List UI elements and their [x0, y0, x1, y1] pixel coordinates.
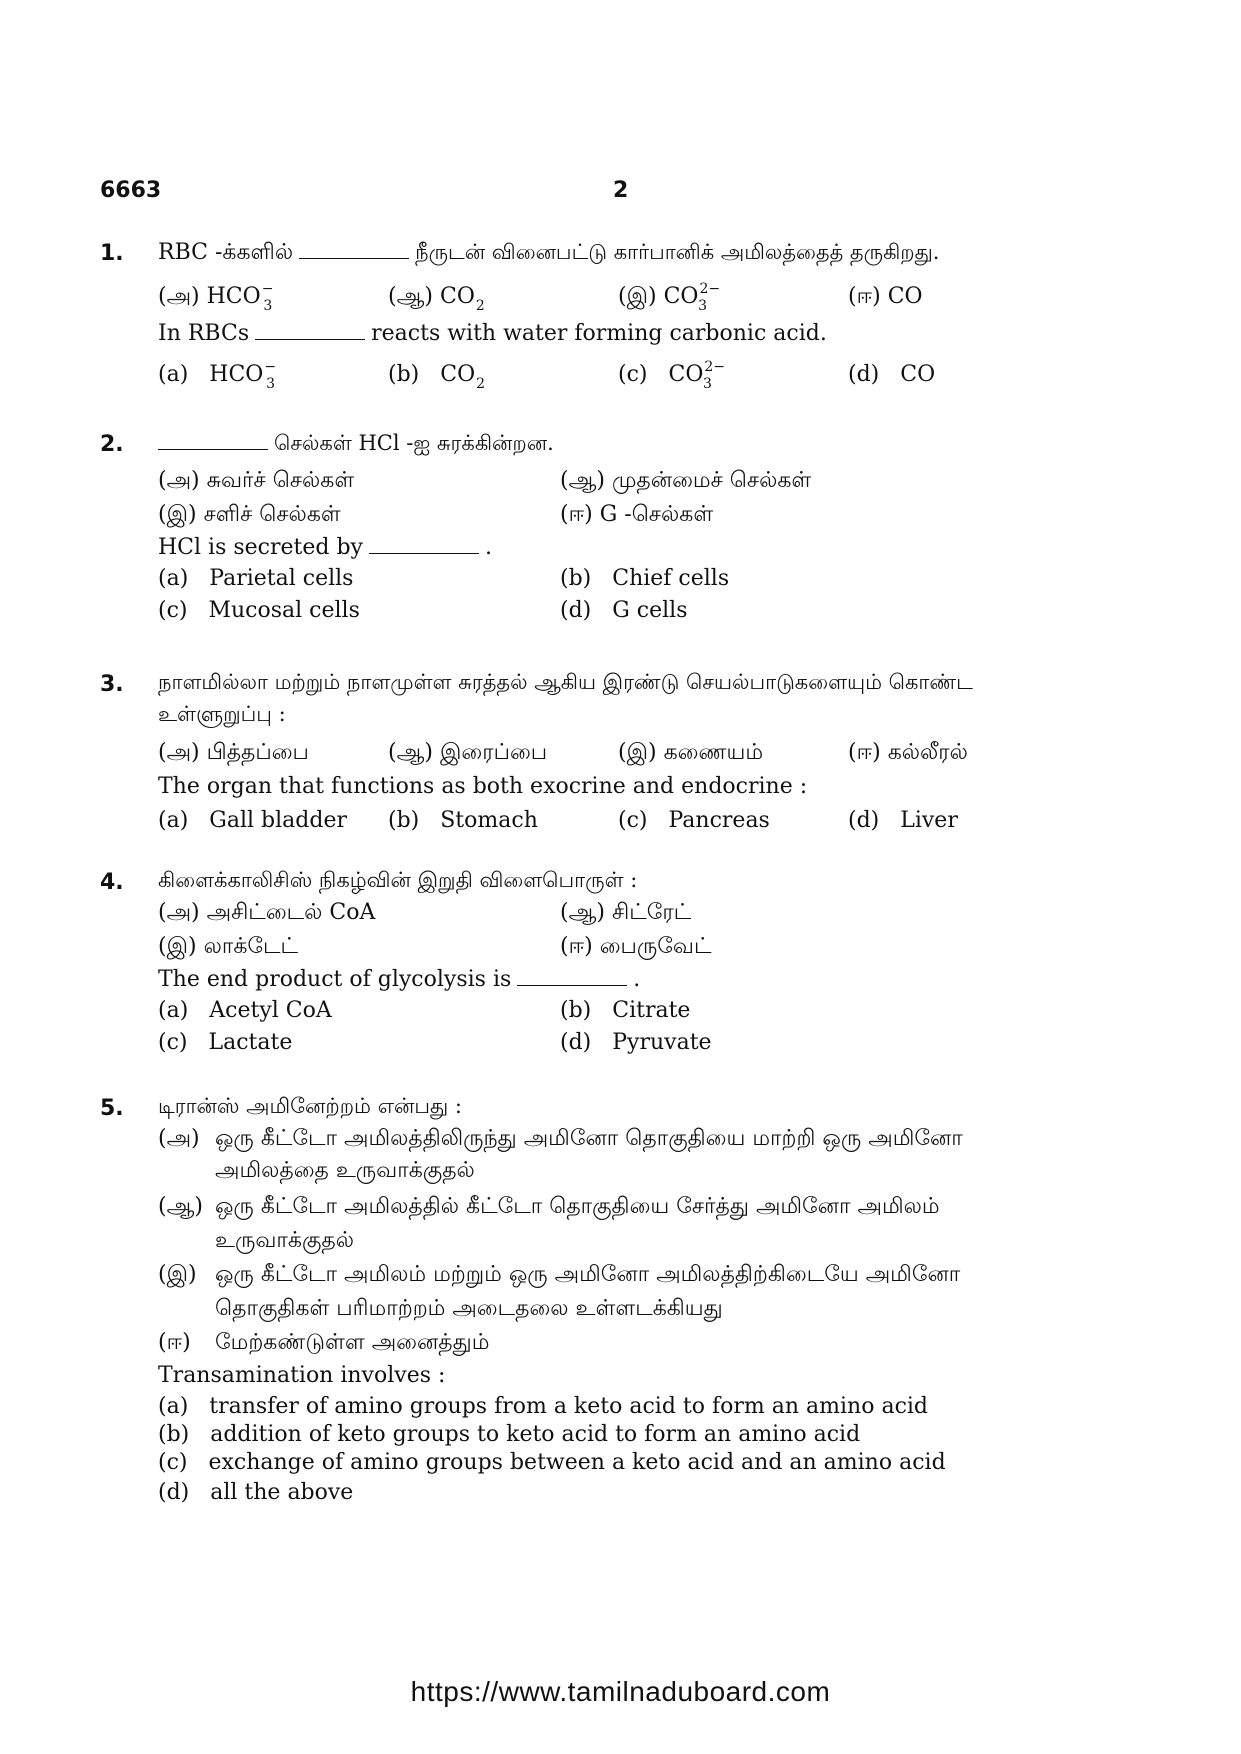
answer-blank: [517, 967, 627, 986]
option-label: (c): [618, 808, 648, 833]
option-label: (அ): [158, 468, 200, 493]
option-label: (அ): [158, 900, 200, 925]
option-text: Liver: [900, 808, 958, 833]
option-text: all the above: [210, 1480, 354, 1505]
formula-sub: 3: [266, 376, 275, 392]
option-text: Stomach: [440, 808, 538, 833]
option-text: முதன்மைச் செல்கள்: [612, 468, 812, 493]
option-tamil: [158, 281, 274, 314]
option-label: (a): [158, 808, 189, 833]
option-text: Parietal cells: [209, 566, 354, 591]
formula-base: CO: [900, 362, 936, 387]
option-label: (ஈ): [560, 934, 593, 959]
option-tamil-label: (அ): [158, 1126, 200, 1151]
question-text-tamil: [158, 429, 554, 458]
option-tamil-label: (இ): [158, 1262, 197, 1287]
answer-blank: [255, 321, 365, 340]
option-english: [388, 362, 486, 392]
option-label: (c): [158, 1030, 188, 1055]
option-label: (d): [560, 598, 592, 623]
text-part: செல்கள் HCl -ஐ சுரக்கின்றன.: [274, 431, 554, 455]
option-english: [158, 1480, 353, 1505]
option-label: (இ): [158, 934, 197, 959]
formula-base: CO: [887, 284, 923, 309]
option-label: (d): [158, 1480, 190, 1505]
option-text: பித்தப்பை: [206, 740, 309, 765]
option-english: [158, 1394, 928, 1419]
question-text-english: The organ that functions as both exocrine and endocrine :: [158, 774, 808, 799]
option-label: (a): [158, 566, 189, 591]
option-label: (இ): [618, 284, 657, 309]
formula-sub: 2: [475, 298, 485, 314]
option-english: [560, 598, 688, 623]
chem-formula: [206, 281, 274, 314]
option-english: [560, 998, 690, 1023]
option-label: (c): [158, 598, 188, 623]
option-text: Pancreas: [668, 808, 770, 833]
option-english: [158, 359, 277, 392]
option-text: சுவர்ச் செல்கள்: [206, 468, 355, 493]
option-text: exchange of amino groups between a keto acid and an amino acid: [208, 1450, 946, 1475]
option-text: கல்லீரல்: [887, 740, 968, 765]
formula-sup: −: [264, 359, 277, 375]
option-tamil-line: ஒரு கீட்டோ அமிலத்தில் கீட்டோ தொகுதியை சேர்த்து அமினோ அமிலம்: [215, 1194, 940, 1219]
option-tamil: [158, 468, 354, 496]
option-tamil: [158, 502, 341, 530]
question-text-tamil-cont: உள்ளுறுப்பு :: [158, 702, 286, 726]
question-text-english: [158, 966, 640, 994]
option-label: (a): [158, 998, 189, 1023]
option-text: Citrate: [612, 998, 691, 1023]
option-label: (ஈ): [848, 740, 881, 765]
option-label: (ஆ): [560, 900, 605, 925]
option-tamil: [618, 281, 721, 314]
text-part: .: [633, 967, 641, 992]
option-label: (b): [560, 998, 592, 1023]
formula-sup: −: [261, 281, 274, 297]
option-english: [158, 1422, 860, 1447]
question-number: 4.: [100, 870, 124, 895]
option-label: (இ): [158, 502, 197, 527]
option-english: [388, 808, 538, 833]
chem-formula: [663, 281, 721, 314]
question-number: 3.: [100, 672, 124, 697]
option-english: [618, 808, 770, 833]
option-text: கணையம்: [663, 740, 764, 765]
option-english: [158, 998, 332, 1023]
option-tamil: [560, 502, 713, 530]
option-tamil: [158, 934, 298, 962]
option-english: [158, 1030, 292, 1055]
option-label: (c): [618, 362, 648, 387]
option-label: (இ): [618, 740, 657, 765]
answer-blank: [158, 431, 268, 450]
option-text: transfer of amino groups from a keto acid to form an amino acid: [209, 1394, 929, 1419]
option-tamil-line: மேற்கண்டுள்ள அனைத்தும்: [215, 1330, 490, 1355]
option-english: [560, 1030, 712, 1055]
answer-blank: [369, 535, 479, 554]
question-text-tamil: நாளமில்லா மற்றும் நாளமுள்ள சுரத்தல் ஆகிய இரண்டு செயல்பாடுகளையும் கொண்ட: [158, 670, 973, 694]
option-english: [848, 362, 935, 387]
option-text: addition of keto groups to keto acid to form an amino acid: [210, 1422, 861, 1447]
chem-formula: [440, 284, 485, 314]
option-tamil-line: ஒரு கீட்டோ அமிலத்திலிருந்து அமினோ தொகுதியை மாற்றி ஒரு அமினோ: [215, 1126, 963, 1151]
option-label: (அ): [158, 284, 200, 309]
formula-sub: 3: [703, 376, 712, 392]
chem-formula: [668, 359, 725, 392]
option-tamil: [618, 740, 763, 768]
option-text: Mucosal cells: [208, 598, 360, 623]
option-label: (d): [848, 362, 880, 387]
option-tamil: [560, 468, 811, 496]
question-text-english: [158, 320, 827, 348]
option-text: G cells: [612, 598, 688, 623]
option-tamil: [560, 934, 711, 962]
option-english: [158, 808, 347, 833]
paper-code: 6663: [100, 178, 162, 203]
text-part: reacts with water forming carbonic acid.: [371, 321, 827, 346]
option-text: சிட்ரேட்: [612, 900, 692, 925]
option-tamil-line: ஒரு கீட்டோ அமிலம் மற்றும் ஒரு அமினோ அமிலத்திற்கிடையே அமினோ: [215, 1262, 961, 1287]
option-text: Pyruvate: [612, 1030, 712, 1055]
formula-base: CO: [663, 284, 699, 309]
option-text: Lactate: [208, 1030, 293, 1055]
text-part: The end product of glycolysis is: [158, 967, 512, 992]
option-tamil: [158, 900, 375, 928]
question-number: 2.: [100, 432, 124, 457]
text-part: In RBCs: [158, 321, 250, 346]
chem-formula: [440, 362, 486, 392]
option-english: [618, 359, 725, 392]
option-text: Chief cells: [612, 566, 730, 591]
option-tamil-line: உருவாக்குதல்: [215, 1228, 354, 1253]
question-text-tamil: [158, 238, 939, 267]
option-label: (c): [158, 1450, 188, 1475]
option-english: [158, 1450, 946, 1475]
text-part: HCl is secreted by: [158, 535, 363, 560]
option-text: Gall bladder: [209, 808, 347, 833]
question-text-english: Transamination involves :: [158, 1363, 446, 1388]
option-label: (b): [560, 566, 592, 591]
option-tamil-line: தொகுதிகள் பரிமாற்றம் அடைதலை உள்ளடக்கியது: [215, 1296, 723, 1321]
option-text: பைருவேட்: [599, 934, 712, 959]
question-text-tamil: கிளைக்காலிசிஸ் நிகழ்வின் இறுதி விளைபொருள் :: [158, 868, 638, 892]
option-label: (a): [158, 362, 189, 387]
option-label: (ஆ): [560, 468, 605, 493]
option-tamil-line: அமிலத்தை உருவாக்குதல்: [215, 1158, 475, 1183]
option-tamil-label: (ஈ): [158, 1330, 191, 1355]
question-text-tamil: டிரான்ஸ் அமினேற்றம் என்பது :: [158, 1094, 462, 1118]
option-tamil: [158, 740, 309, 768]
formula-sup: 2−: [704, 359, 725, 375]
option-text: சளிச் செல்கள்: [203, 502, 341, 527]
option-text: அசிட்டைல் CoA: [206, 900, 376, 925]
option-tamil-label: (ஆ): [158, 1194, 203, 1219]
formula-base: CO: [668, 362, 704, 387]
option-label: (ஈ): [560, 502, 593, 527]
page-number: 2: [613, 178, 629, 203]
text-part: .: [484, 535, 492, 560]
formula-sub: 2: [476, 376, 486, 392]
option-tamil: [848, 284, 923, 312]
option-english: [158, 598, 360, 623]
formula-sub: 3: [263, 298, 273, 314]
option-label: (b): [388, 362, 420, 387]
option-label: (ஆ): [388, 284, 433, 309]
option-tamil: [560, 900, 691, 928]
text-part: RBC -க்களில்: [158, 240, 294, 265]
question-text-english: [158, 534, 492, 562]
question-number: 1.: [100, 241, 124, 266]
option-label: (அ): [158, 740, 200, 765]
option-label: (ஈ): [848, 284, 881, 309]
formula-sup: 2−: [699, 281, 721, 297]
option-english: [158, 566, 353, 591]
formula-base: CO: [440, 362, 476, 387]
footer-url[interactable]: https://www.tamilnaduboard.com: [410, 1676, 831, 1707]
option-label: (ஆ): [388, 740, 433, 765]
option-tamil: [388, 740, 547, 768]
formula-base: HCO: [206, 284, 261, 309]
text-part: நீருடன் வினைபட்டு கார்பானிக் அமிலத்தைத் தருகிறது.: [415, 240, 940, 264]
option-tamil: [388, 284, 485, 312]
option-label: (a): [158, 1394, 189, 1419]
option-text: Acetyl CoA: [209, 998, 332, 1023]
option-english: [560, 566, 729, 591]
answer-blank: [299, 240, 409, 259]
option-text: G -செல்கள்: [599, 502, 714, 527]
formula-base: CO: [440, 284, 475, 309]
option-text: லாக்டேட்: [203, 934, 299, 959]
option-english: [848, 808, 958, 833]
option-label: (b): [158, 1422, 190, 1447]
formula-sub: 3: [698, 298, 708, 314]
option-label: (d): [848, 808, 880, 833]
chem-formula: [209, 359, 277, 392]
formula-base: HCO: [209, 362, 264, 387]
option-label: (b): [388, 808, 420, 833]
question-number: 5.: [100, 1096, 124, 1121]
option-text: இரைப்பை: [440, 740, 548, 765]
option-tamil: [848, 740, 968, 768]
option-label: (d): [560, 1030, 592, 1055]
